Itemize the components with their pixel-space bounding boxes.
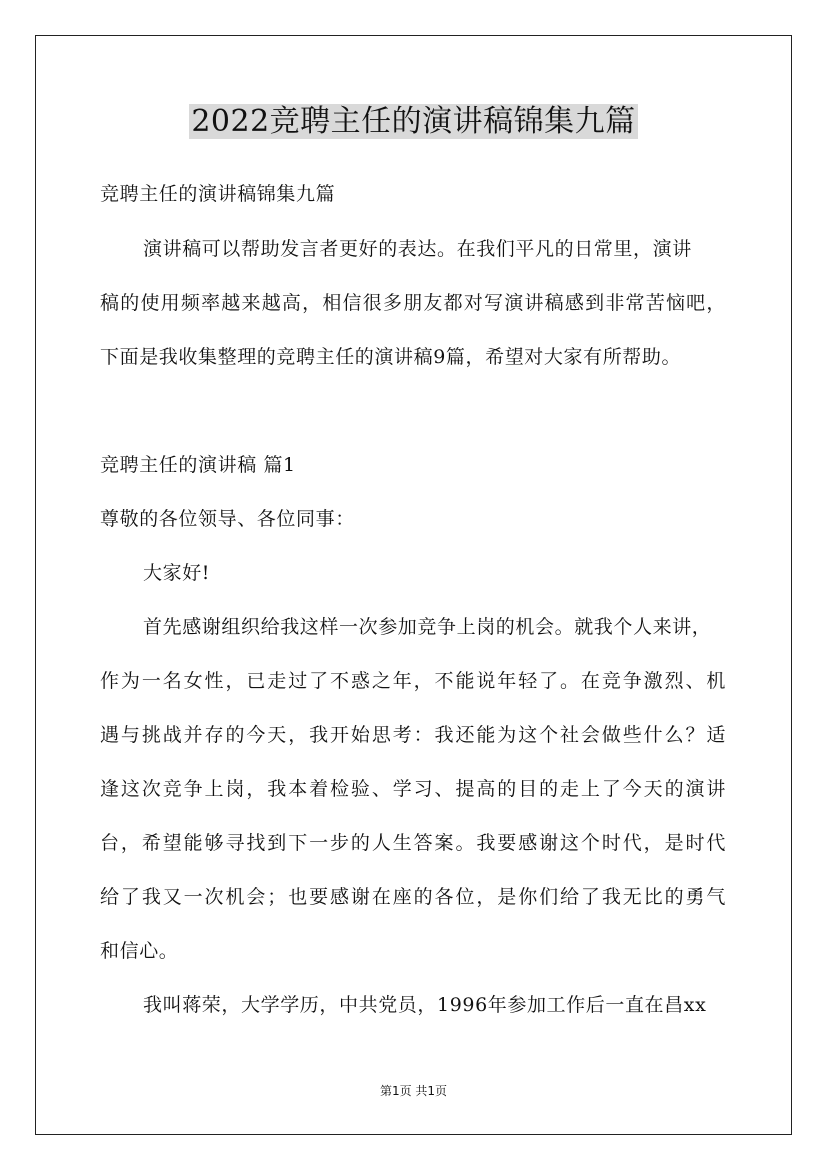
greeting: 大家好!: [143, 562, 211, 584]
page-footer: 第1页 共1页: [379, 1084, 448, 1098]
para1-line-2: 作为一名女性，已走过了不惑之年，不能说年轻了。在竞争激烈、机: [100, 670, 726, 692]
para1-line-4: 逢这次竞争上岗，我本着检验、学习、提高的目的走上了今天的演讲: [100, 778, 726, 800]
intro-line-2: 稿的使用频率越来越高，相信很多朋友都对写演讲稿感到非常苦恼吧，: [100, 292, 726, 314]
document-subtitle: 竞聘主任的演讲稿锦集九篇: [100, 183, 336, 205]
section-heading: 竞聘主任的演讲稿 篇1: [100, 454, 296, 476]
intro-line-1: 演讲稿可以帮助发言者更好的表达。在我们平凡的日常里，演讲: [143, 238, 692, 260]
para1-line-6: 给了我又一次机会；也要感谢在座的各位，是你们给了我无比的勇气: [100, 886, 726, 908]
para2-line-1: 我叫蒋荣，大学学历，中共党员，1996年参加工作后一直在昌xx: [143, 994, 707, 1016]
document-title: 2022竞聘主任的演讲稿锦集九篇: [191, 104, 636, 139]
para1-line-7: 和信心。: [100, 940, 179, 962]
para1-line-5: 台，希望能够寻找到下一步的人生答案。我要感谢这个时代，是时代: [100, 832, 726, 854]
para1-line-1: 首先感谢组织给我这样一次参加竞争上岗的机会。就我个人来讲，: [143, 616, 712, 638]
intro-line-3: 下面是我收集整理的竞聘主任的演讲稿9篇，希望对大家有所帮助。: [100, 346, 682, 368]
salutation: 尊敬的各位领导、各位同事：: [100, 508, 355, 530]
para1-line-3: 遇与挑战并存的今天，我开始思考：我还能为这个社会做些什么？适: [100, 724, 726, 746]
